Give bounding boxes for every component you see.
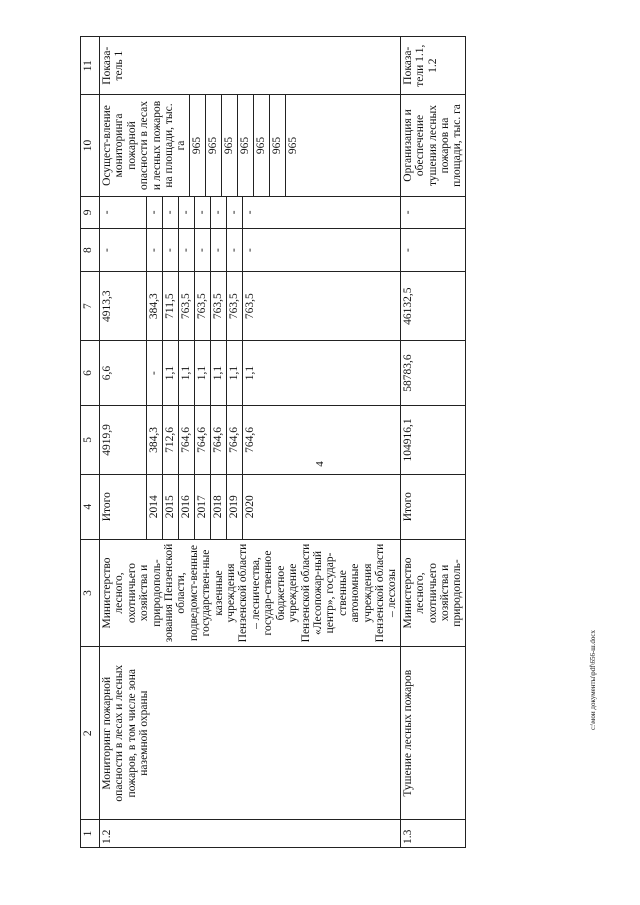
value: 1,1 [227,341,243,405]
value: - [179,229,195,271]
value: 712,6 [163,406,179,474]
value: - [243,197,259,228]
value: - [147,229,163,271]
value: 965 [237,95,253,195]
value: 763,5 [179,272,195,340]
col-header: 4 [81,474,100,539]
local-funding-cell [100,229,401,272]
header-row [81,37,100,848]
col-header: 2 [81,647,100,820]
value: 763,5 [211,272,227,340]
program-table [80,36,466,848]
value: - [211,197,227,228]
col-header: 8 [81,229,100,272]
col-header: 5 [81,405,100,474]
total-value: 4919,9 [101,424,113,456]
value: - [163,229,179,271]
federal-funding-cell [100,341,401,406]
value: 1,1 [211,341,227,405]
col-header: 7 [81,272,100,341]
other-funding-cell [100,196,401,228]
year-row [211,475,227,539]
value: 965 [189,95,205,195]
total-label: Итого [400,474,465,539]
value: - [227,229,243,271]
value: 763,5 [195,272,211,340]
year-values [146,406,258,474]
total-label: Итого [101,492,113,522]
total-funding-cell [100,405,401,474]
year-values [146,197,258,228]
value: - [243,229,259,271]
row-number: 1.3 [400,819,465,847]
total-value: 46132,5 [400,272,465,341]
row-number: 1.2 [100,819,401,847]
value: - [227,197,243,228]
value: 763,5 [243,272,259,340]
value: - [211,229,227,271]
value: - [147,341,163,405]
year-values [146,272,258,340]
value: 384,3 [147,272,163,340]
executor: Министерство лесного, охотничьего хозяйства и природополь-зования Пензенской области, подведомст-венные государствен-ные казенные учреждения Пензенской области – лесничества, государ-ственное бюджетное учреждение Пензенской области «Лесопожар-ный центр», государ-ственные автономные учреждения Пензенской области – лесхозы [100,539,401,647]
value: 965 [205,95,221,195]
regional-funding-cell [100,272,401,341]
value: 764,6 [195,406,211,474]
year: 2020 [243,475,259,539]
total-value: - [400,196,465,228]
value: 965 [221,95,237,195]
page-number: 4 [314,461,326,467]
total-value: 58783,6 [400,341,465,406]
col-header: 1 [81,819,100,847]
col-header: 10 [81,95,100,196]
activity-name: Тушение лесных пожаров [400,647,465,820]
col-header: 3 [81,539,100,647]
value: 965 [285,95,301,195]
value: 764,6 [243,406,259,474]
executor: Министерство лесного, охотничьего хозяйства и природополь- [400,539,465,647]
total-value: 6,6 [101,365,113,381]
value: 965 [269,95,285,195]
activity-name: Мониторинг пожарной опасности в лесах и лесных пожаров, в том числе зона наземной охраны [100,647,401,820]
value: 711,5 [163,272,179,340]
value: - [163,197,179,228]
indicator-number: Показа-тели 1.1, 1.2 [400,37,465,95]
total-value: - [101,210,113,215]
year: 2017 [195,475,211,539]
year-row [163,475,179,539]
col-header: 6 [81,341,100,406]
file-path-footer: c:\мои документы\pdf\656-ш.docx [589,629,597,730]
col-header: 9 [81,196,100,228]
value: 965 [253,95,269,195]
value: 1,1 [179,341,195,405]
year: 2014 [147,475,163,539]
table-row-1-3 [400,37,465,848]
year-row [243,475,259,539]
value: 764,6 [179,406,195,474]
value: - [179,197,195,228]
year: 2015 [163,475,179,539]
value: - [195,197,211,228]
value: 1,1 [195,341,211,405]
indicator-cell [100,95,401,196]
year-row [227,475,243,539]
total-value: 4913,3 [101,290,113,322]
total-value: - [101,248,113,252]
rotated-table-container [80,36,523,848]
value: 1,1 [163,341,179,405]
total-value: - [400,229,465,272]
year: 2016 [179,475,195,539]
year-values [146,341,258,405]
value: 764,6 [227,406,243,474]
value: 763,5 [227,272,243,340]
year-row [179,475,195,539]
value: - [195,229,211,271]
value: 384,3 [147,406,163,474]
indicator-text: Организация и обеспечение тушения лесных пожаров на площади, тыс. га [400,95,465,196]
indicator-number: Показа-тель 1 [100,37,401,95]
period-cell [100,474,401,539]
value: 764,6 [211,406,227,474]
year: 2018 [211,475,227,539]
year-list [146,475,258,539]
indicator-text: Осущест-вление мониторинга пожарной опасности в лесах и лесных пожаров на площади, тыс. га [101,100,188,191]
year: 2019 [227,475,243,539]
col-header: 11 [81,37,100,95]
year-row [195,475,211,539]
year-values [189,95,301,195]
year-row [147,475,163,539]
value: - [147,197,163,228]
table-row-1-2 [100,37,401,848]
year-values [146,229,258,271]
value: 1,1 [243,341,259,405]
total-value: 104916,1 [400,405,465,474]
